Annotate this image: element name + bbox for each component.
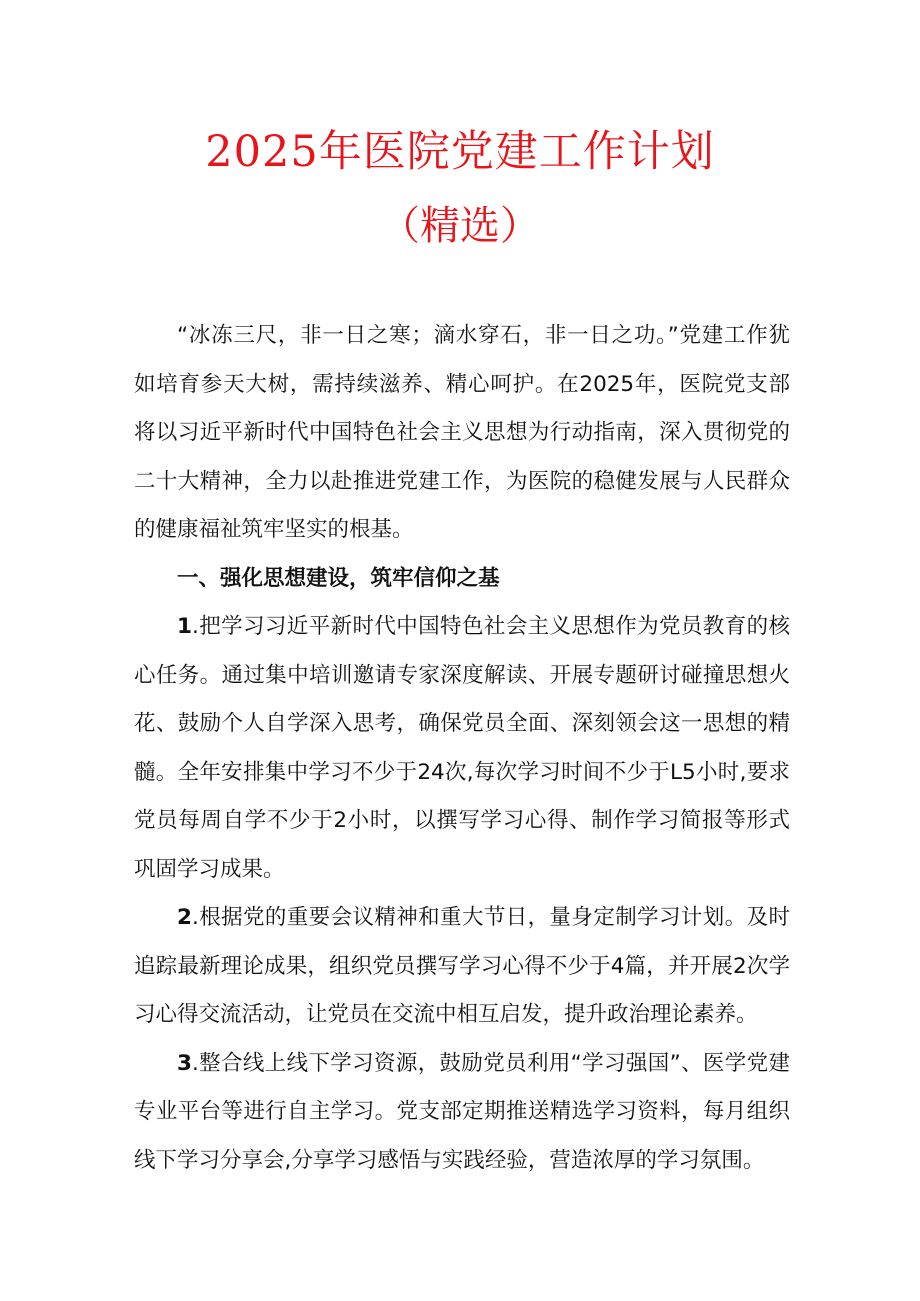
list-item (134, 603, 790, 894)
document-title: 2025年医院党建工作计划 (205, 127, 715, 177)
item-number: 3 (177, 1050, 192, 1076)
item-text: .根据党的重要会议精神和重大节日，量身定制学习计划。及时追踪最新理论成果，组织党员撰写学习心得不少于4篇，并开展2次学习心得交流活动，让党员在交流中相互启发，提升政治理论素养。 (134, 905, 790, 1027)
item-number: 2 (177, 905, 192, 930)
item-text: .把学习习近平新时代中国特色社会主义思想作为党员教育的核心任务。通过集中培训邀请专家深度解读、开展专题研讨碰撞思想火花、鼓励个人自学深入思考，确保党员全面、深刻领会这一思想的精髓。全年安排集中学习不少于24次,每次学习时间不少于L5小时,要求党员每周自学不少于2小时，以撰写学习心得、制作学习简报等形式巩固学习成果。 (134, 614, 790, 882)
list-item (134, 1040, 790, 1186)
intro-paragraph: “冰冻三尺，非一日之寒；滴水穿石，非一日之功。”党建工作犹如培育参天大树，需持续滋养、精心呵护。在2025年，医院党支部将以习近平新时代中国特色社会主义思想为行动指南，深入贯彻党的二十大精神，全力以赴推进党建工作，为医院的稳健发展与人民群众的健康福祉筑牢坚实的根基。 (134, 323, 790, 542)
document-subtitle: （精选） (380, 203, 540, 249)
section-heading: 一、强化思想建设，筑牢信仰之基 (177, 565, 500, 591)
list-item (134, 894, 790, 1040)
document-body (134, 312, 790, 1185)
item-text: .整合线上线下学习资源，鼓励党员利用“学习强国”、医学党建专业平台等进行自主学习。党支部定期推送精选学习资料，每月组织线下学习分享会,分享学习感悟与实践经验，营造浓厚的学习氛围。 (134, 1050, 790, 1173)
item-number: 1 (177, 614, 192, 639)
